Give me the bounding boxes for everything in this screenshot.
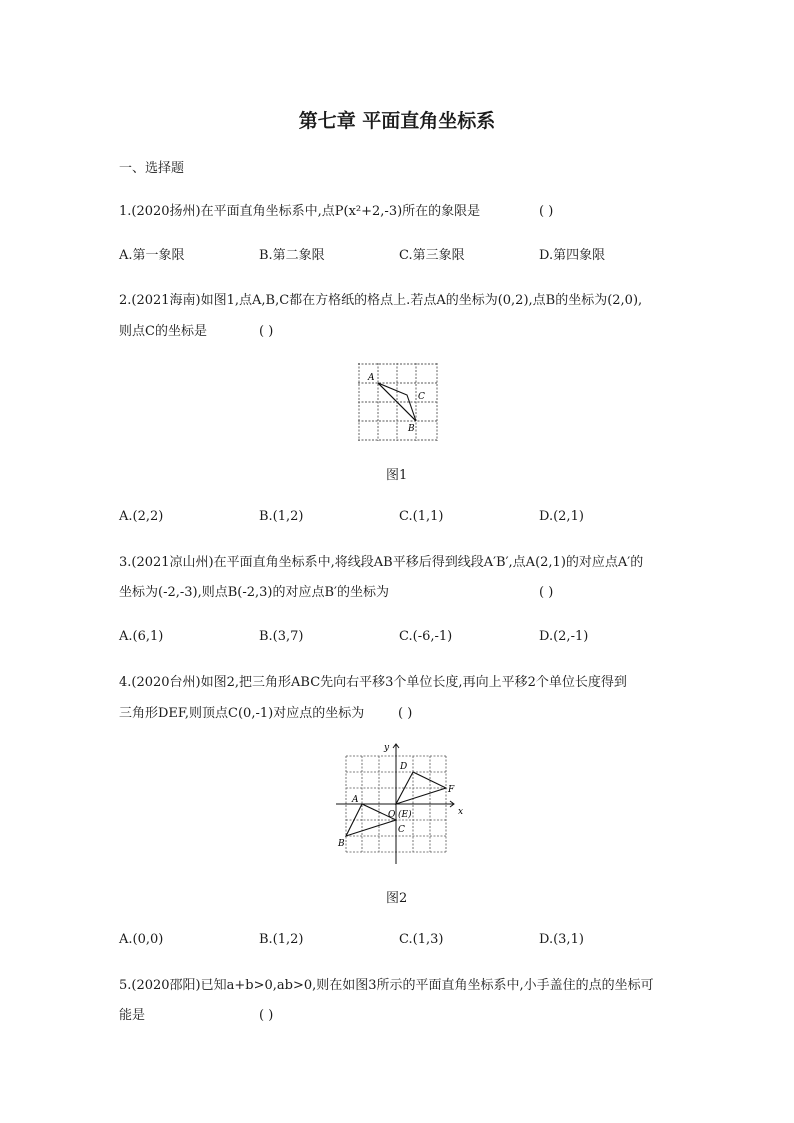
q3-answer-bracket: ( ) xyxy=(539,585,554,600)
q4-option-b: B.(1,2) xyxy=(259,932,304,947)
q4-answer-bracket: ( ) xyxy=(398,706,413,721)
figure-2-coordinate-grid xyxy=(334,740,464,866)
figure-2-caption: 图2 xyxy=(386,891,408,906)
x-axis-label: x xyxy=(458,807,464,817)
fig2-label-o: O xyxy=(388,810,396,820)
q5-answer-bracket: ( ) xyxy=(259,1008,274,1023)
fig2-label-f: F xyxy=(448,785,455,795)
q2-option-c: C.(1,1) xyxy=(399,509,444,524)
q5-stem-line1: 5.(2020邵阳)已知a+b>0,ab>0,则在如图3所示的平面直角坐标系中,小手盖住的点的坐标可 xyxy=(119,978,654,993)
q5-stem-line2: 能是 xyxy=(119,1008,146,1023)
fig1-label-c: C xyxy=(418,392,425,402)
q1-option-c: C.第三象限 xyxy=(399,248,465,263)
fig2-label-b: B xyxy=(338,839,345,849)
q1-option-d: D.第四象限 xyxy=(539,248,606,263)
y-axis-label: y xyxy=(384,743,390,753)
section-heading: 一、选择题 xyxy=(119,161,185,176)
q4-option-d: D.(3,1) xyxy=(539,932,584,947)
q1-option-a: A.第一象限 xyxy=(119,248,185,263)
q3-stem-line1: 3.(2021凉山州)在平面直角坐标系中,将线段AB平移后得到线段A′B′,点A(2,1)的对应点A′的 xyxy=(119,555,644,570)
q3-option-b: B.(3,7) xyxy=(259,629,304,644)
fig2-label-c: C xyxy=(398,825,405,835)
fig1-label-b: B xyxy=(408,424,415,434)
fig2-label-d: D xyxy=(400,762,408,772)
q2-option-a: A.(2,2) xyxy=(119,509,164,524)
q4-option-c: C.(1,3) xyxy=(399,932,444,947)
fig2-label-a: A xyxy=(352,795,359,805)
q1-answer-bracket: ( ) xyxy=(539,204,554,219)
q3-option-a: A.(6,1) xyxy=(119,629,164,644)
figure-1-caption: 图1 xyxy=(386,468,408,483)
q2-option-d: D.(2,1) xyxy=(539,509,584,524)
fig2-label-e: E xyxy=(401,810,409,820)
q2-stem-line1: 2.(2021海南)如图1,点A,B,C都在方格纸的格点上.若点A的坐标为(0,2),点B的坐标为(2,0), xyxy=(119,293,643,308)
q3-option-c: C.(-6,-1) xyxy=(399,629,453,644)
q3-option-d: D.(2,-1) xyxy=(539,629,589,644)
q1-stem: 1.(2020扬州)在平面直角坐标系中,点P(x²+2,-3)所在的象限是 xyxy=(119,204,481,219)
chapter-title: 第七章 平面直角坐标系 xyxy=(298,110,496,132)
fig1-label-a: A xyxy=(368,373,375,383)
q1-option-b: B.第二象限 xyxy=(259,248,325,263)
q2-stem-line2: 则点C的坐标是 xyxy=(119,324,207,339)
q2-option-b: B.(1,2) xyxy=(259,509,304,524)
q4-option-a: A.(0,0) xyxy=(119,932,164,947)
figure-1-grid xyxy=(358,363,438,441)
q4-stem-line2: 三角形DEF,则顶点C(0,-1)对应点的坐标为 xyxy=(119,706,365,721)
fig2-label-e-bracket: (E) xyxy=(398,810,412,820)
q3-stem-line2: 坐标为(-2,-3),则点B(-2,3)的对应点B′的坐标为 xyxy=(119,585,390,600)
q2-answer-bracket: ( ) xyxy=(259,324,274,339)
q4-stem-line1: 4.(2020台州)如图2,把三角形ABC先向右平移3个单位长度,再向上平移2个单位长度得到 xyxy=(119,675,627,690)
